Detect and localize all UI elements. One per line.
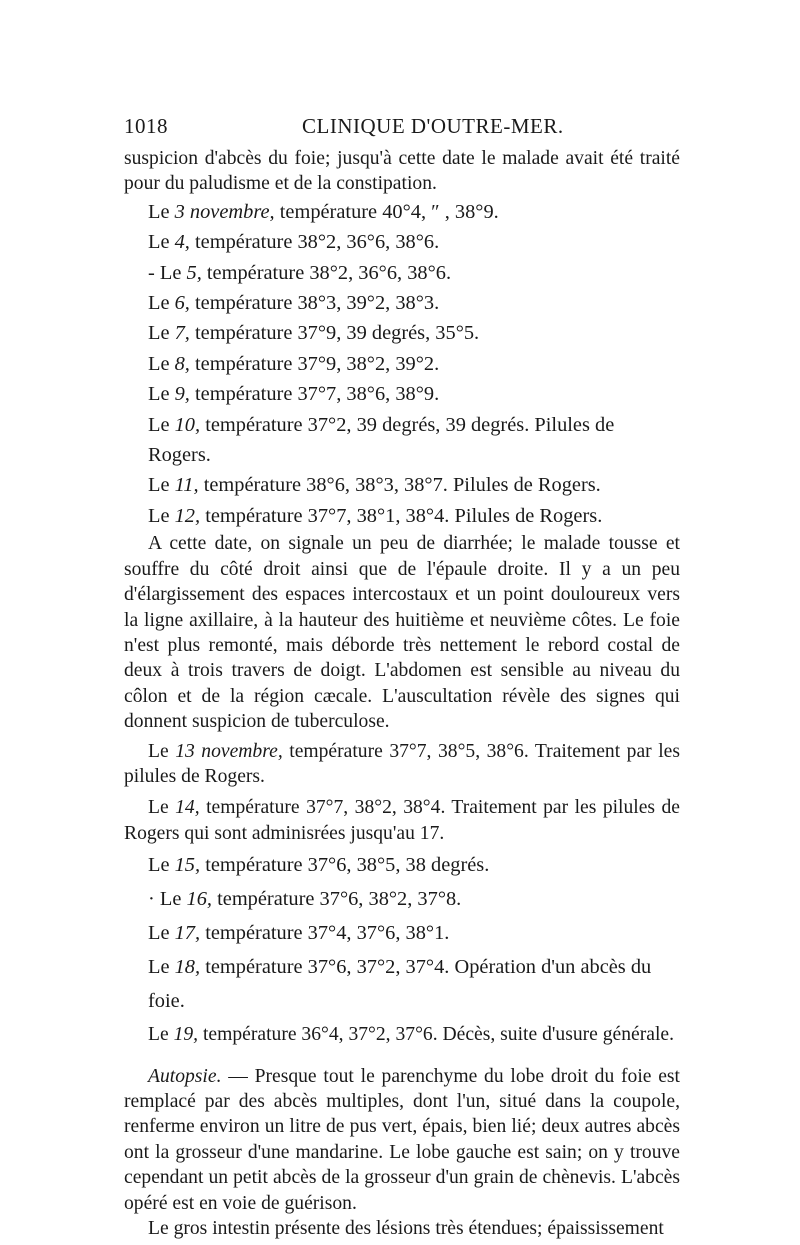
entry-date: 6,	[174, 292, 190, 315]
entry-text: température 38°6, 38°3, 38°7. Pilules de Rogers.	[198, 474, 601, 497]
entry-text: température 36°4, 37°2, 37°6. Décès, suite d'usure générale.	[198, 1024, 674, 1046]
entry-prefix: Le	[148, 740, 176, 762]
entry-text: température 37°9, 39 degrés, 35°5.	[189, 322, 480, 345]
entry-date: 18,	[174, 956, 201, 979]
entry-prefix: Le	[148, 292, 175, 315]
list-item	[124, 848, 680, 882]
entry-date: 13 novembre,	[175, 740, 283, 762]
entry-prefix: Le	[148, 854, 175, 877]
entry-prefix: Le	[148, 383, 175, 406]
entry-date: 9,	[174, 383, 190, 406]
entry-date: 4,	[174, 231, 190, 254]
list-item	[124, 916, 680, 950]
entry-text: température 37°7, 38°6, 38°9.	[189, 383, 440, 406]
entry-prefix: Le	[148, 413, 175, 436]
entry-date: 5,	[186, 261, 202, 284]
entry-date: 8,	[174, 352, 190, 375]
entry-date: 10,	[174, 413, 201, 436]
list-item	[124, 739, 680, 790]
entry-text: température 37°9, 38°2, 39°2.	[189, 352, 440, 375]
running-title: CLINIQUE D'OUTRE-MER.	[302, 114, 564, 138]
entry-date: 16,	[186, 888, 212, 911]
entry-date: 12,	[174, 504, 201, 527]
list-item	[124, 410, 680, 471]
paragraph-clinical-notes: A cette date, on signale un peu de diarrhée; le malade tousse et souffre du côté droit ainsi que de l'épaule droite. Il y a un peu d'élargissement des espaces intercostaux et un point douloureux vers la ligne axillaire, à la hauteur des huitième et neuvième côtes. Le foie n'est plus remonté, mais déborde très nettement le rebord costal de deux à trois travers de doigt. L'abdomen est sensible au niveau du côlon et de la région cæcale. L'auscultation révèle des signes qui donnent suspicion de tuberculose.	[124, 533, 680, 733]
list-item	[124, 950, 680, 1018]
entry-text: température 37°7, 38°1, 38°4. Pilules de Rogers.	[200, 504, 603, 527]
paragraph-last-line: Le gros intestin présente des lésions très étendues; épaississement	[148, 1218, 664, 1239]
entry-19	[124, 1022, 680, 1047]
list-item	[124, 258, 680, 288]
entry-date: 3 novembre,	[174, 200, 275, 223]
entry-prefix: Le	[148, 231, 175, 254]
entry-text: température 37°7, 38°5, 38°6. Traitement par les pilules de Rogers.	[124, 740, 680, 787]
entry-text: température 37°4, 37°6, 38°1.	[200, 922, 450, 945]
entry-text: température 37°6, 37°2, 37°4. Opération d'un abcès du foie.	[148, 956, 652, 1013]
entry-prefix: · Le	[148, 888, 187, 911]
entry-text: température 38°3, 39°2, 38°3.	[189, 292, 440, 315]
entry-prefix: Le	[148, 956, 175, 979]
entry-prefix: - Le	[148, 261, 187, 284]
entry-prefix: Le	[148, 474, 175, 497]
entry-prefix: Le	[148, 797, 176, 819]
entry-text: température 37°7, 38°2, 38°4. Traitement par les pilules de Rogers qui sont adminisrées jusqu'au 17.	[124, 797, 680, 844]
list-item	[124, 882, 680, 916]
entry-date: 11,	[174, 474, 199, 497]
list-item	[124, 349, 680, 379]
list-item	[124, 379, 680, 409]
entry-text: température 40°4, ″ , 38°9.	[274, 200, 499, 223]
autopsy-label: Autopsie.	[148, 1065, 222, 1087]
entry-text: température 38°2, 36°6, 38°6.	[201, 261, 452, 284]
running-header	[124, 114, 680, 144]
entry-text: température 37°2, 39 degrés, 39 degrés. Pilules de Rogers.	[148, 413, 615, 467]
list-item	[124, 470, 680, 500]
entry-text: température 37°6, 38°2, 37°8.	[212, 888, 462, 911]
autopsy-dash: —	[221, 1065, 255, 1087]
entry-prefix: Le	[148, 322, 175, 345]
entry-date: 14,	[175, 797, 200, 819]
autopsy-text: Presque tout le parenchyme du lobe droit du foie est remplacé par des abcès multiples, dont l'un, situé dans la coupole, renferme environ un litre de pus vert, épais, bien lié; deux autres abcès ont la grosseur d'une mandarine. Le lobe gauche est sain; on y trouve cependant un petit abcès de la grosseur d'un grain de chènevis. L'abcès opéré est en voie de guérison.	[124, 1065, 681, 1214]
entry-prefix: Le	[148, 352, 175, 375]
entry-prefix: Le	[148, 1024, 174, 1046]
list-item	[124, 227, 680, 257]
entry-date: 17,	[174, 922, 201, 945]
entry-text: température 38°2, 36°6, 38°6.	[189, 231, 440, 254]
list-item	[124, 795, 680, 846]
page-number: 1018	[124, 114, 168, 138]
entry-prefix: Le	[148, 200, 175, 223]
entry-date: 7,	[174, 322, 190, 345]
entry-date: 19,	[173, 1024, 199, 1046]
entry-date: 15,	[174, 854, 201, 877]
paragraph-intro: suspicion d'abcès du foie; jusqu'à cette date le malade avait été traité pour du paludisme et de la constipation.	[124, 148, 680, 195]
paragraph-autopsy	[124, 1064, 680, 1216]
treatment-entries-list	[124, 739, 680, 847]
list-item	[124, 318, 680, 348]
entry-text: température 37°6, 38°5, 38 degrés.	[200, 854, 490, 877]
list-item	[124, 288, 680, 318]
list-item	[124, 197, 680, 227]
page-body	[124, 146, 680, 1241]
daily-entries-list	[124, 197, 680, 531]
list-item	[124, 501, 680, 531]
entry-prefix: Le	[148, 504, 175, 527]
daily-entries-list-2	[124, 848, 680, 1018]
entry-prefix: Le	[148, 922, 175, 945]
